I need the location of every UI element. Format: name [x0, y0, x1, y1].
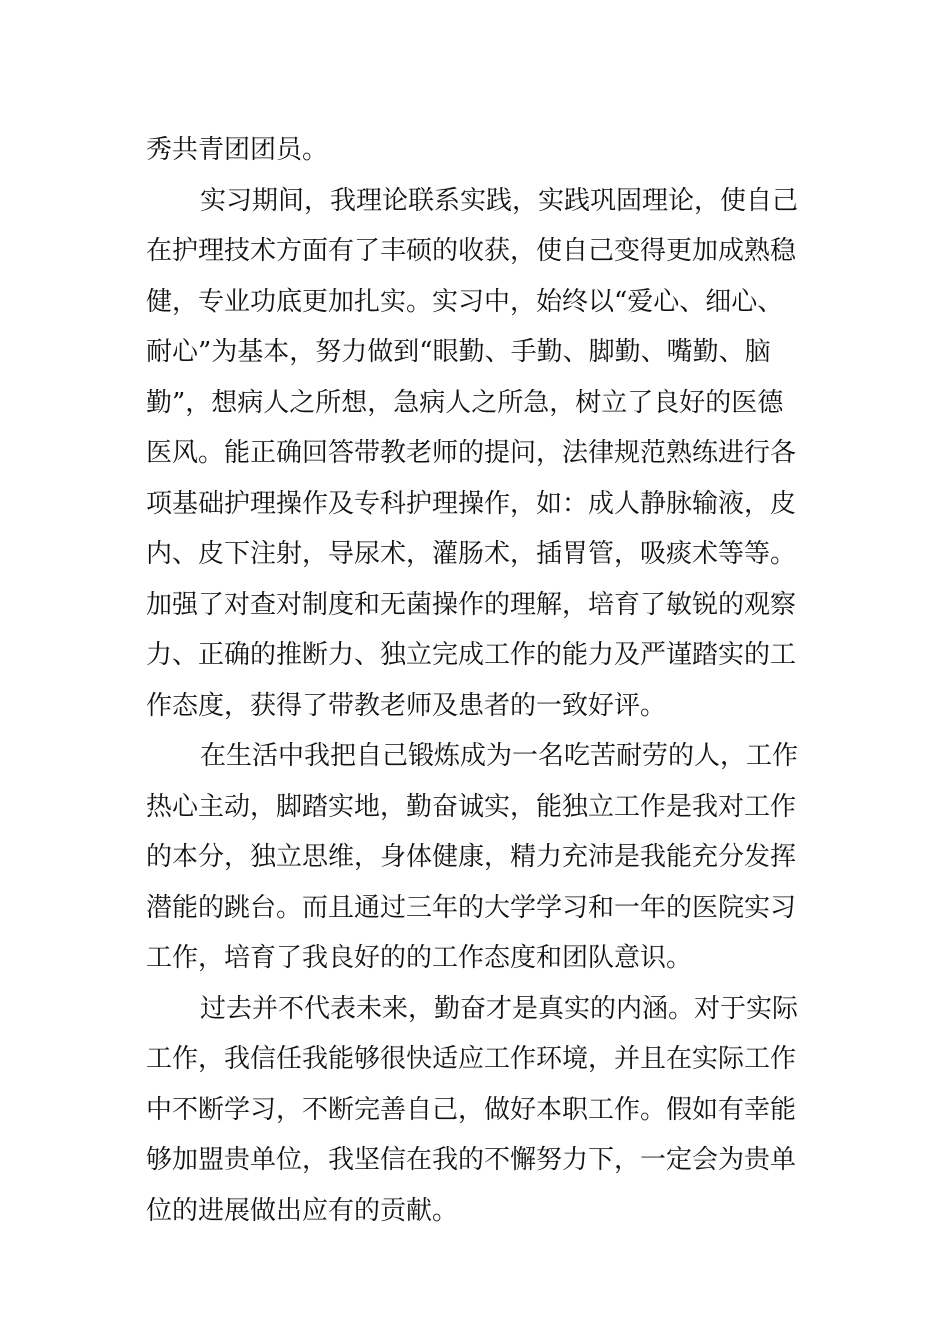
text-line: 勤”，想病人之所想，急病人之所急，树立了良好的医德: [146, 387, 784, 418]
text-line: 够加盟贵单位，我坚信在我的不懈努力下，一定会为贵单: [146, 1145, 797, 1175]
document-body-text: [146, 125, 808, 1236]
text-line: 健，专业功底更加扎实。实习中，始终以“爱心、细心、: [146, 286, 784, 317]
paragraph-first-line: 在生活中我把自己锻炼成为一名吃苦耐劳的人，工作: [200, 741, 799, 771]
paragraph-first-line: 过去并不代表未来，勤奋才是真实的内涵。对于实际: [200, 993, 799, 1024]
text-line: 工作，培育了我良好的的工作态度和团队意识。: [146, 943, 693, 973]
text-line: 工作，我信任我能够很快适应工作环境，并且在实际工作: [146, 1044, 797, 1074]
text-line: 耐心”为基本，努力做到“眼勤、手勤、脚勤、嘴勤、脑: [146, 337, 771, 367]
text-line: 中不断学习，不断完善自己，做好本职工作。假如有幸能: [146, 1094, 797, 1125]
text-line: 热心主动，脚踏实地，勤奋诚实，能独立工作是我对工作: [146, 791, 797, 822]
text-line: 在护理技术方面有了丰硕的收获，使自己变得更加成熟稳: [146, 236, 797, 266]
text-line: 潜能的跳台。而且通过三年的大学学习和一年的医院实习: [146, 892, 797, 923]
text-line: 内、皮下注射，导尿术，灌肠术，插胃管，吸痰术等等。: [146, 539, 797, 569]
text-line: 项基础护理操作及专科护理操作，如：成人静脉输液，皮: [146, 488, 797, 519]
text-line: 作态度，获得了带教老师及患者的一致好评。: [146, 690, 667, 721]
text-line: 的本分，独立思维，身体健康，精力充沛是我能充分发挥: [146, 842, 797, 872]
paragraph-first-line: 实习期间，我理论联系实践，实践巩固理论，使自己: [200, 185, 799, 216]
text-line: 秀共青团团员。: [146, 135, 329, 165]
text-line: 加强了对查对制度和无菌操作的理解，培育了敏锐的观察: [146, 589, 797, 620]
text-line: 医风。能正确回答带教老师的提问，法律规范熟练进行各: [146, 438, 797, 468]
text-line: 位的进展做出应有的贡献。: [146, 1195, 459, 1226]
text-line: 力、正确的推断力、独立完成工作的能力及严谨踏实的工: [146, 640, 797, 670]
